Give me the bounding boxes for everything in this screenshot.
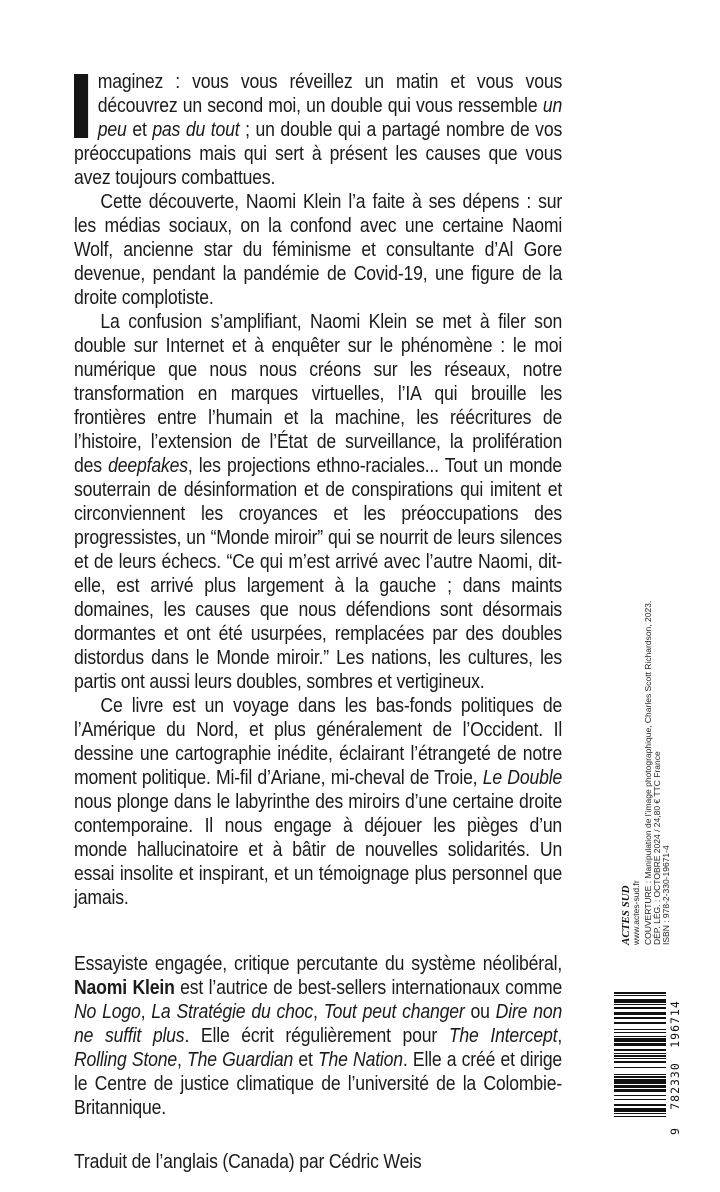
barcode-digit-group-2: 196714 bbox=[668, 1000, 682, 1048]
legal-deposit: DÉP. LÉG. : OCTOBRE 2024 / 24,80 € TTC France bbox=[652, 751, 662, 945]
spine-credits bbox=[620, 600, 671, 945]
publisher-name: ACTES SUD bbox=[620, 885, 632, 945]
cover-credit: COUVERTURE : Manipulation de l’image photographique, Charles Scott Richardson, 2023. bbox=[643, 600, 653, 945]
para-book-description: Ce livre est un voyage dans les bas-fonds politiques de l’Amérique du Nord, et plus généralement de l’Occident. Il dessine une cartographie inédite, éclairant l’étrangeté de notre moment politique. Mi-fil d’Ariane, mi-cheval de Troie, Le Double nous plonge dans le labyrinthe des miroirs d’une certaine droite contemporaine. Il nous engage à déjouer les pièges d’un monde hallucinatoire et à bâtir de nouvelles solidarités. Un essai insolite et inspirant, et un témoignage plus personnel que jamais. bbox=[74, 695, 563, 909]
author-bio: Essayiste engagée, critique percutante du système néolibéral, Naomi Klein est l’autrice de best-sellers internationaux comme No Logo, La Stratégie du choc, Tout peut changer ou Dire non ne suffit plus. Elle écrit régulièrement pour The Intercept, Rolling Stone, The Guardian et The Nation. Elle a créé et dirige le Centre de justice climatique de l’université de la Colombie-Britannique. bbox=[74, 953, 563, 1119]
back-cover-text bbox=[74, 70, 562, 1174]
barcode-digit-lead: 9 bbox=[668, 1128, 682, 1135]
barcode-digits bbox=[666, 993, 684, 1135]
translator-credit: Traduit de l’anglais (Canada) par Cédric Weis bbox=[74, 1151, 422, 1173]
ean-barcode bbox=[614, 993, 686, 1135]
para-discovery: Cette découverte, Naomi Klein l’a faite à ses dépens : sur les médias sociaux, on la confond avec une certaine Naomi Wolf, ancienne star du féminisme et consultante d’Al Gore devenue, pendant la pandémie de Covid-19, une figure de la droite complotiste. bbox=[74, 191, 563, 309]
para-opening bbox=[74, 70, 562, 190]
barcode-bars bbox=[614, 993, 666, 1117]
dropcap-letter bbox=[74, 74, 88, 138]
publisher-website: www.actes-sud.fr bbox=[631, 880, 641, 945]
para-opening-text: maginez : vous vous réveillez un matin et vous vous découvrez un second moi, un double qui vous ressemble un peu et pas du tout ; un double qui a partagé nombre de vos préoccupations mais qui sert à présent les causes que vous avez toujours combattues. bbox=[74, 71, 563, 189]
barcode-digit-group-1: 782330 bbox=[668, 1062, 682, 1110]
para-investigation: La confusion s’amplifiant, Naomi Klein se met à filer son double sur Internet et à enquêter sur le phénomène : le moi numérique que nous nous créons sur les réseaux, notre transformation en marques virtuelles, l’IA qui brouille les frontières entre l’humain et la machine, les réécritures de l’histoire, l’extension de l’État de surveillance, la prolifération des deepfakes, les projections ethno-raciales... Tout un monde souterrain de désinformation et de conspirations qui imitent et circonviennent les croyances et les préoccupations des progressistes, un “Monde miroir” qui se nourrit de leurs silences et de leurs échecs. “Ce qui m’est arrivé avec l’autre Naomi, dit-elle, est arrivé plus largement à la gauche ; dans maints domaines, les causes que nous défendions sont désormais dormantes et ont été usurpées, remplacées par des doubles distordus dans le Monde miroir.” Les nations, les cultures, les partis ont aussi leurs doubles, sombres et vertigineux. bbox=[74, 311, 563, 693]
isbn-line: ISBN : 978-2-330-19671-4 bbox=[661, 845, 671, 945]
